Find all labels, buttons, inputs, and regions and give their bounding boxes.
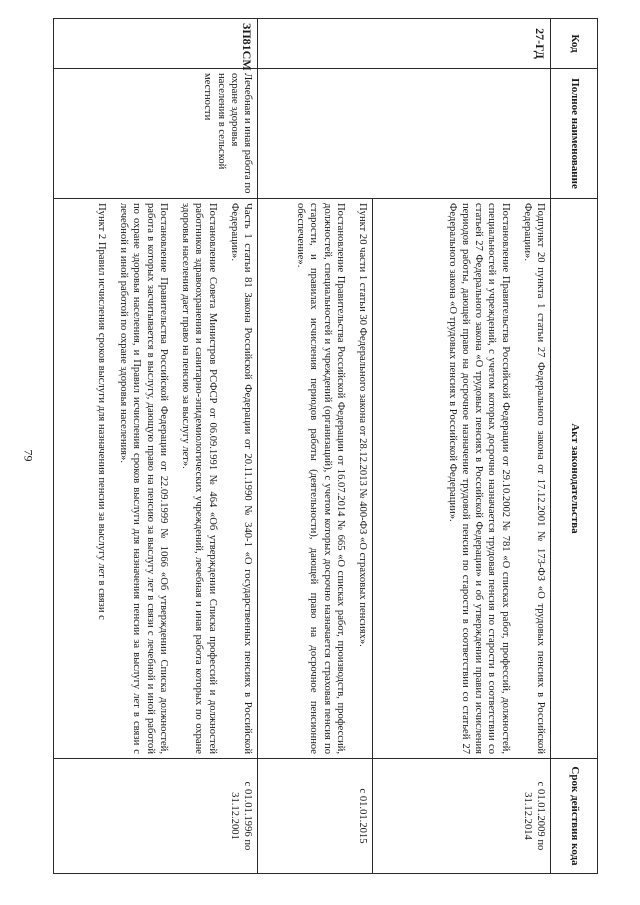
header-full-name: Полное наименование: [551, 69, 598, 199]
act-paragraph: Постановление Правительства Российской Федерации от 29.10.2002 № 781 «О списках работ, профессий, должностей, специальностей и учреждений, с учетом которых досрочно назначается трудовая пенсия по старости в соответствии со статьей 27 Федерального закона «О трудовых пенсиях в Российской Федерации» и об утверждении правил исчисления периодов работы, дающей право на досрочное назначение трудовой пенсии по старости в соответствии со статьей 27 Федерального закона «О трудовых пенсиях в Российской Федерации».: [446, 203, 511, 754]
act-paragraph: Постановление Правительства Российской Федерации от 16.07.2014 № 665 «О списках работ, производств, профессий, должностей, специальностей и учреждений (организаций), с учетом которых досрочно назначается страховая пенсия по старости, и правилах исчисления периодов работы (деятельности), дающей право на досрочное пенсионное обеспечение».: [295, 203, 346, 754]
table-header-row: [551, 19, 598, 874]
laws-table: [53, 18, 598, 874]
rotated-page: [53, 18, 598, 873]
page-number: 79: [21, 449, 36, 462]
row-code: 27-ГД: [258, 19, 551, 69]
row-act: [54, 199, 258, 759]
act-paragraph: Часть 1 статьи 81 Закона Российской Федерации от 20.11.1990 № 340-1 «О государственных пенсиях в Российской Федерации».: [228, 203, 253, 754]
row-term: с 01.01.1996 по 31.12.2001: [54, 759, 258, 874]
table-row: [54, 19, 258, 874]
row-code: ЗП81СМ: [54, 19, 258, 69]
header-term: Срок действия кода: [551, 759, 598, 874]
row-full-name: [258, 69, 551, 199]
row-act: [258, 199, 373, 759]
header-code: Код: [551, 19, 598, 69]
row-term: с 01.01.2015: [258, 759, 373, 874]
row-term: с 01.01.2009 по 31.12.2014: [373, 759, 551, 874]
act-paragraph: Постановление Совета Министров РСФСР от 06.09.1991 № 464 «Об утверждении Списка профессий и должностей работников здравоохранения и санитарно-эпидемиологических учреждений, лечебная и иная работа которых по охране здоровья населения дает право на пенсию за выслугу лет».: [180, 203, 218, 754]
header-act: Акт законодательства: [551, 199, 598, 759]
row-full-name: Лечебная и иная работа по охране здоровья населения в сельской местности: [54, 69, 258, 199]
act-paragraph: Пункт 2 Правил исчисления сроков выслуги для назначения пенсии за выслугу лет в связи с: [95, 203, 107, 620]
act-paragraph: Постановление Правительства Российской Федерации от 22.09.1999 № 1066 «Об утверждении Списка должностей, работа в которых засчитывается в выслугу, дающую право на пенсию за выслугу лет в связи с лечебной и иной работой по охране здоровья населения, и Правил исчисления сроков выслуги для назначения пенсии за выслугу лет в связи с лечебной и иной работой по охране здоровья населения».: [118, 203, 169, 754]
act-paragraph: Подпункт 20 пункта 1 статьи 27 Федерального закона от 17.12.2001 № 173-ФЗ «О трудовых пенсиях в Российской Федерации».: [521, 203, 546, 754]
table-row: [373, 19, 551, 874]
act-paragraph: Пункт 20 части 1 статьи 30 Федерального закона от 28.12.2013 № 400-ФЗ «О страховых пенсиях».: [357, 203, 368, 647]
row-act: [373, 199, 551, 759]
